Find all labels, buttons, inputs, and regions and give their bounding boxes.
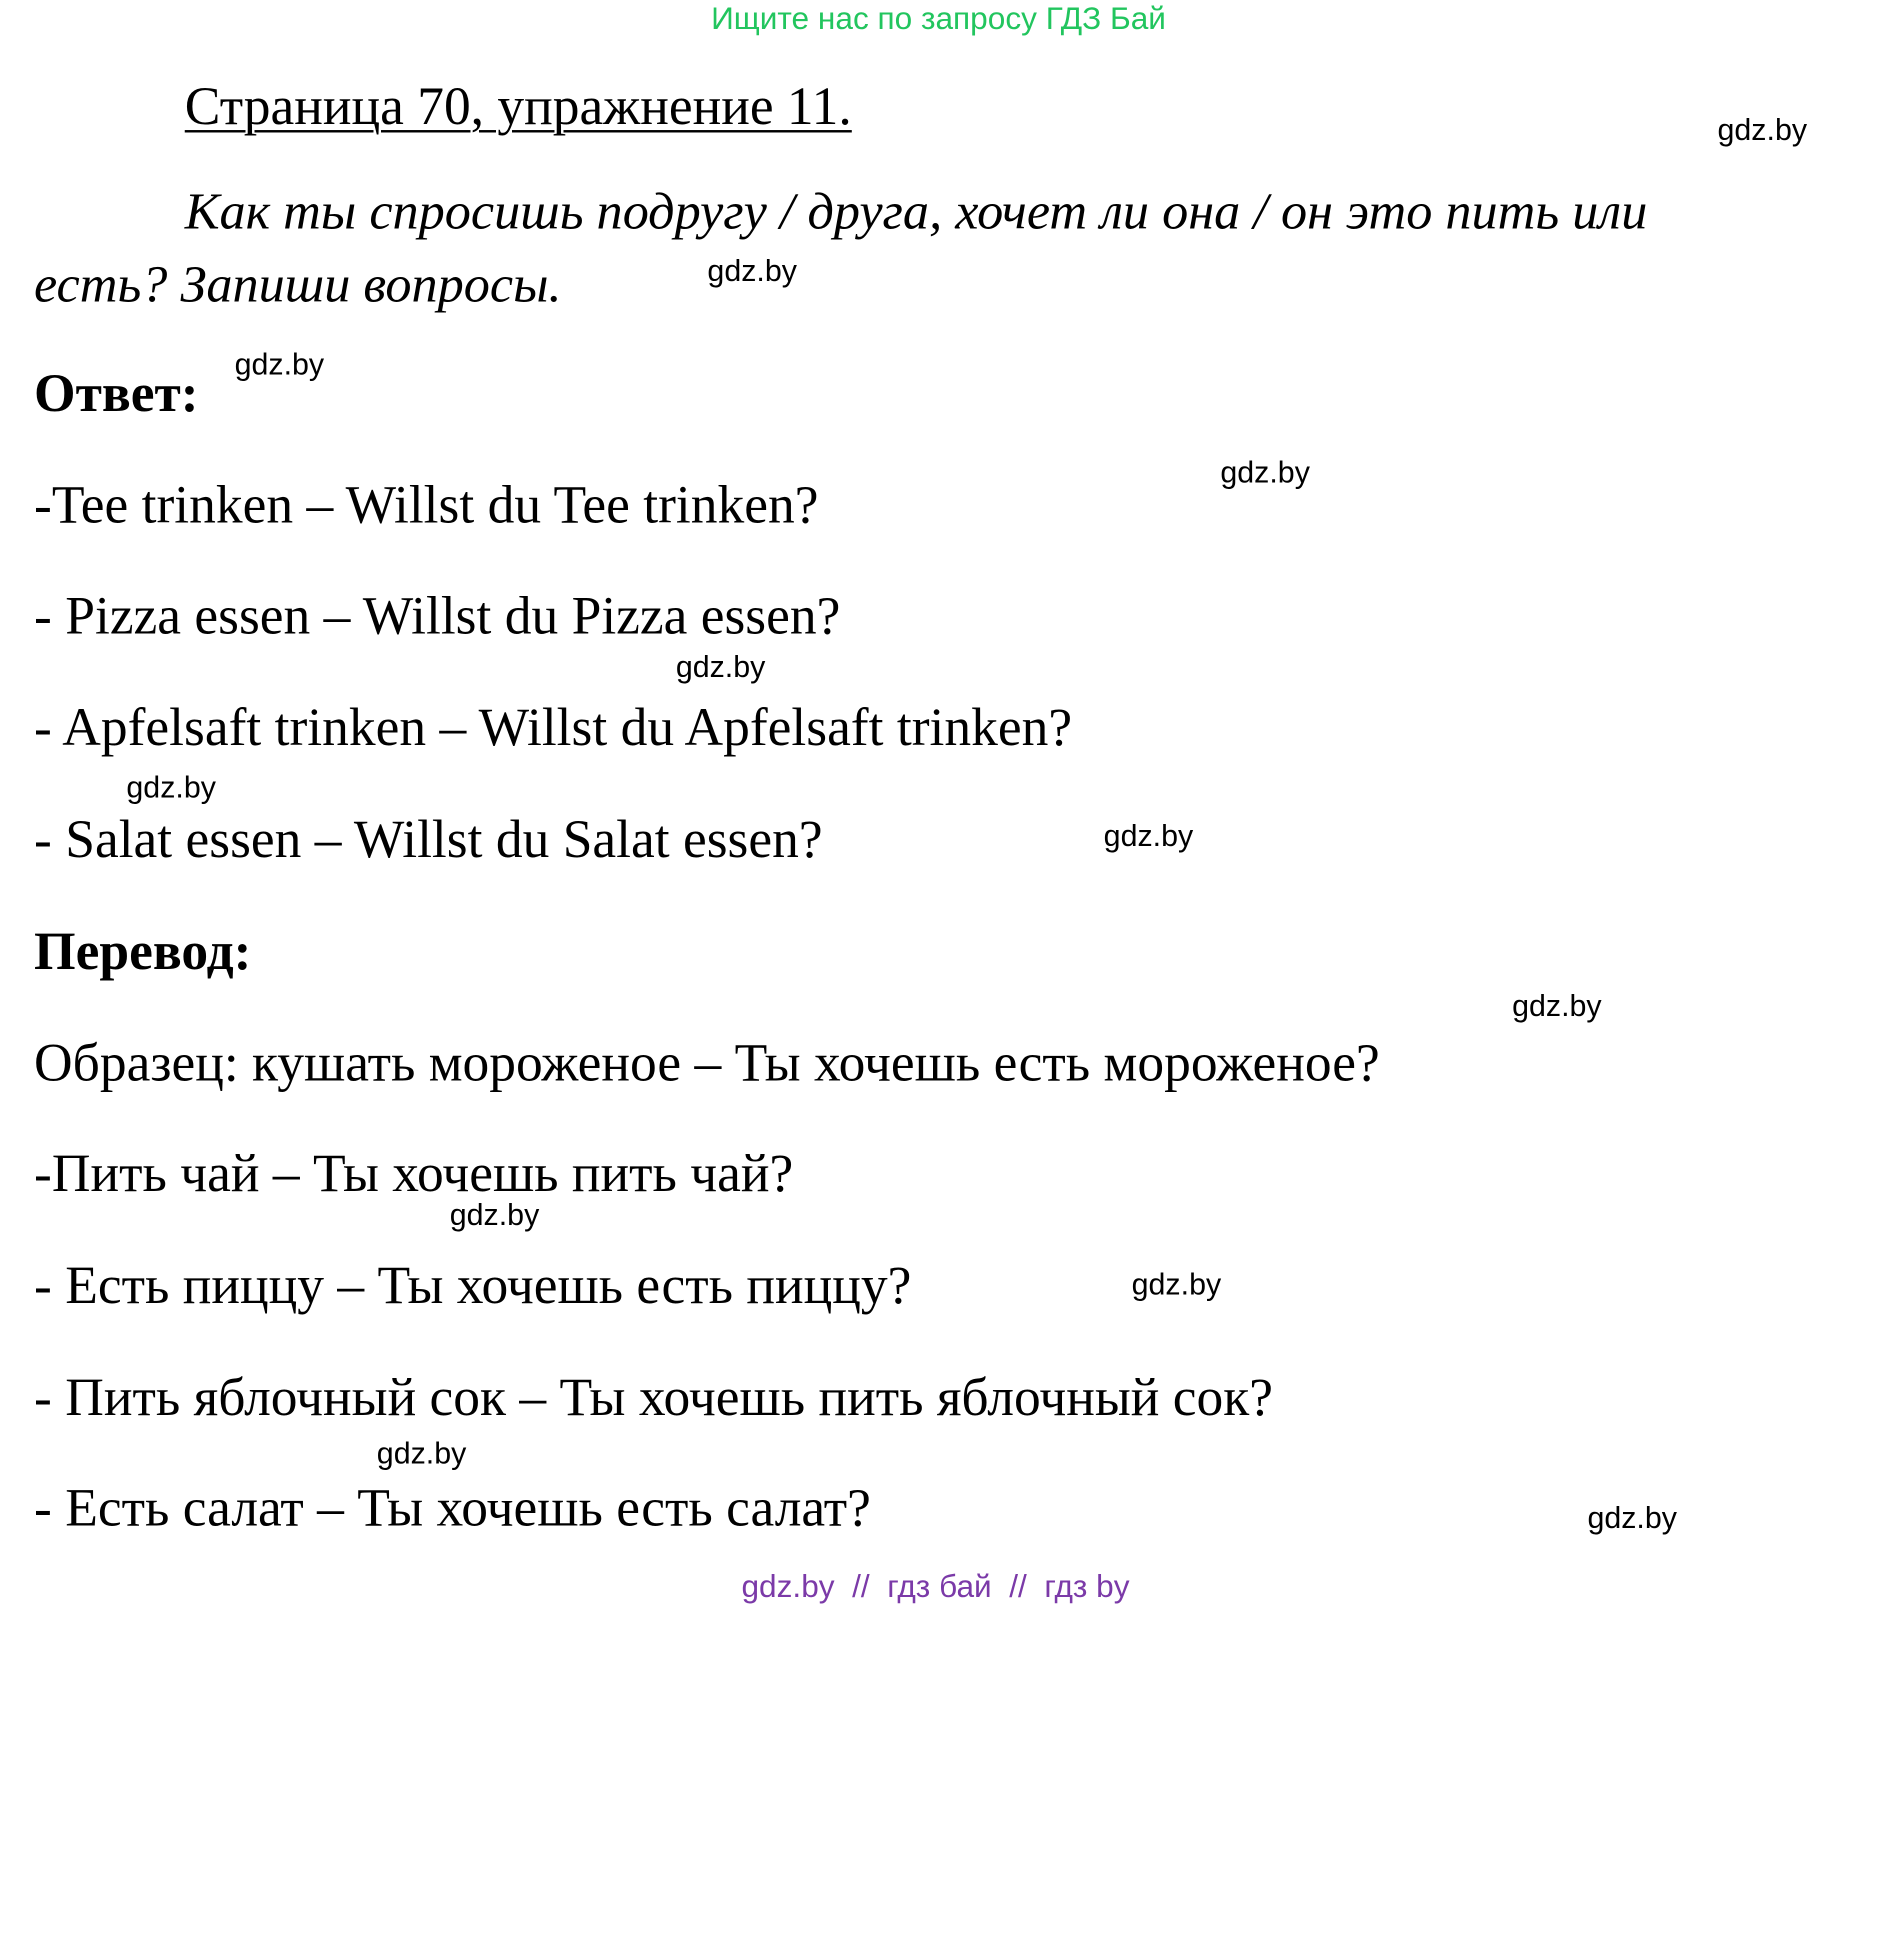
footer-links: gdz.by // гдз бай // гдз by — [741, 1567, 1130, 1605]
watermark: gdz.by — [1717, 113, 1808, 148]
translation-item: - Есть салат – Ты хочешь есть салат? — [34, 1478, 871, 1538]
watermark: gdz.by — [675, 650, 766, 685]
answer-item: - Salat essen – Willst du Salat essen? — [34, 809, 823, 870]
watermark: gdz.by — [1220, 455, 1310, 490]
translation-item: - Пить яблочный сок – Ты хочешь пить яблочный сок? — [34, 1367, 1274, 1427]
watermark: gdz.by — [1512, 989, 1602, 1024]
watermark: gdz.by — [449, 1198, 540, 1233]
translation-item: Образец: кушать мороженое – Ты хочешь есть мороженое? — [34, 1033, 1380, 1093]
translation-item: - Есть пиццу – Ты хочешь есть пиццу? — [34, 1255, 912, 1316]
watermark: gdz.by — [234, 347, 325, 382]
task-line-1: Как ты спросишь подругу / друга, хочет ли она / он это пить или — [184, 183, 1648, 241]
answer-item: - Apfelsaft trinken – Willst du Apfelsaft trinken? — [34, 697, 1073, 758]
watermark: gdz.by — [707, 254, 797, 289]
answer-label: Ответ: — [34, 363, 199, 423]
task-line-2: есть? Запиши вопросы. — [34, 256, 562, 314]
watermark: gdz.by — [1587, 1501, 1677, 1536]
watermark: gdz.by — [1131, 1267, 1222, 1302]
page-title: Страница 70, упражнение 11. — [184, 76, 852, 137]
watermark: gdz.by — [376, 1436, 467, 1471]
watermark: gdz.by — [1103, 819, 1194, 854]
top-banner: Ищите нас по запросу ГДЗ Бай — [711, 0, 1166, 37]
answer-item: - Pizza essen – Willst du Pizza essen? — [34, 585, 841, 646]
translation-label: Перевод: — [34, 921, 252, 981]
translation-item: -Пить чай – Ты хочешь пить чай? — [34, 1143, 794, 1204]
answer-item: -Tee trinken – Willst du Tee trinken? — [34, 475, 819, 535]
watermark: gdz.by — [126, 770, 216, 805]
